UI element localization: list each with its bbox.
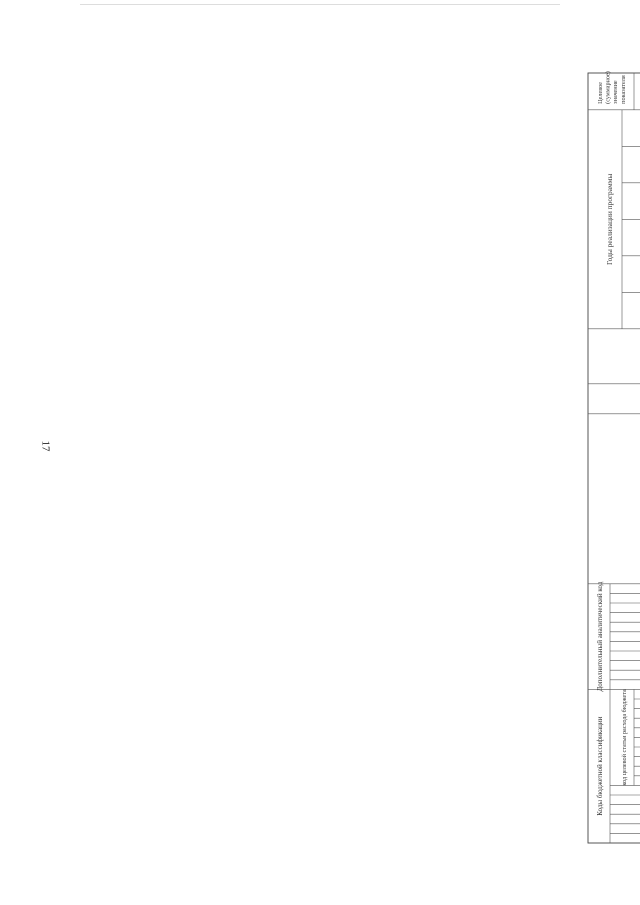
header-target-article: код целевой статьи расхода бюджета	[621, 689, 628, 786]
header-budget-codes: Коды бюджетной классификации	[596, 716, 604, 816]
program-indicators-table	[588, 71, 640, 843]
page-number: 17	[39, 440, 52, 452]
header-extra-code: Дополнительный аналитический код	[596, 581, 604, 692]
header-target: Целевое(суммарное)значениепоказателя	[597, 71, 627, 104]
header-years-title: Годы реализации программы	[605, 173, 614, 265]
